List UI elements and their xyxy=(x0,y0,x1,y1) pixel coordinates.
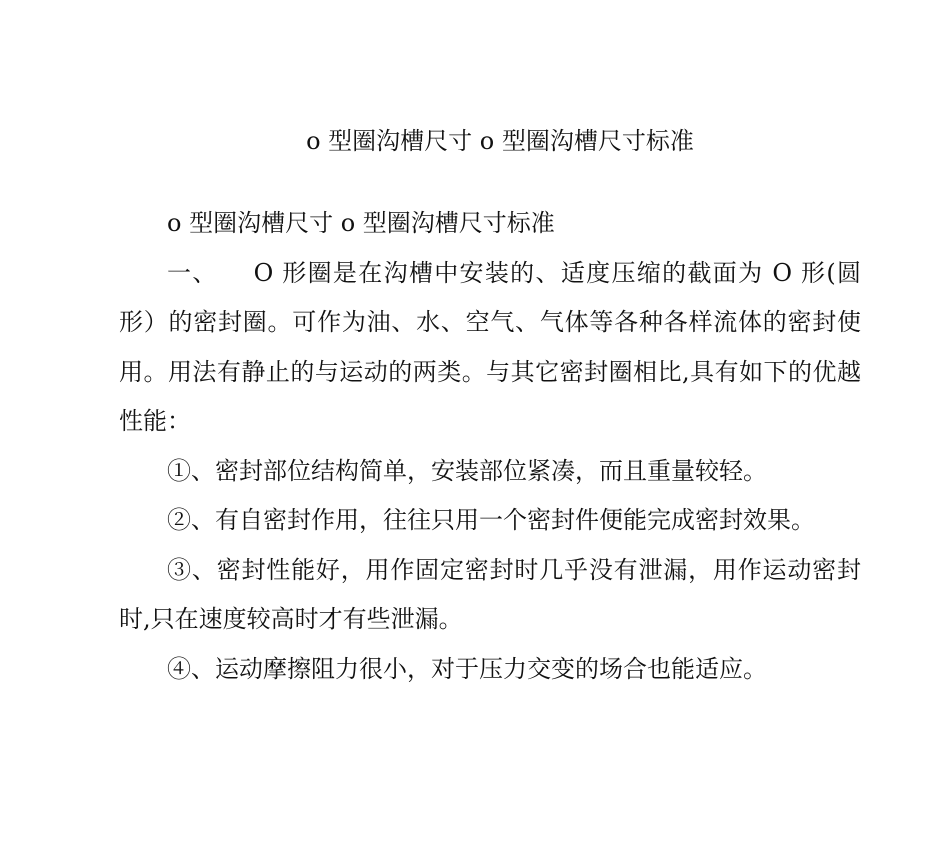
subtitle-paragraph: o 型圈沟槽尺寸 o 型圈沟槽尺寸标准 xyxy=(167,209,555,237)
list-item-2: ②、有自密封作用，往往只用一个密封件便能完成密封效果。 xyxy=(167,506,815,534)
intro-paragraph xyxy=(119,249,861,447)
document-body xyxy=(119,199,861,694)
list-item-4: ④、运动摩擦阻力很小，对于压力交变的场合也能适应。 xyxy=(167,654,767,683)
list-item-1: ①、密封部位结构简单，安装部位紧凑，而且重量较轻。 xyxy=(167,456,767,485)
intro-text: O 形圈是在沟槽中安装的、适度压缩的截面为 O 形(圆形）的密封圈。可作为油、水、空气、气体等各种各样流体的密封使用。用法有静止的与运动的两类。与其它密封圈相比,具有如下的优越性能： xyxy=(119,258,862,435)
section-number: 一、 xyxy=(167,258,218,287)
document-title: o 型圈沟槽尺寸 o 型圈沟槽尺寸标准 xyxy=(306,127,694,155)
list-item-3: ③、密封性能好，用作固定密封时几乎没有泄漏，用作运动密封时,只在速度较高时才有些泄漏。 xyxy=(119,555,861,633)
